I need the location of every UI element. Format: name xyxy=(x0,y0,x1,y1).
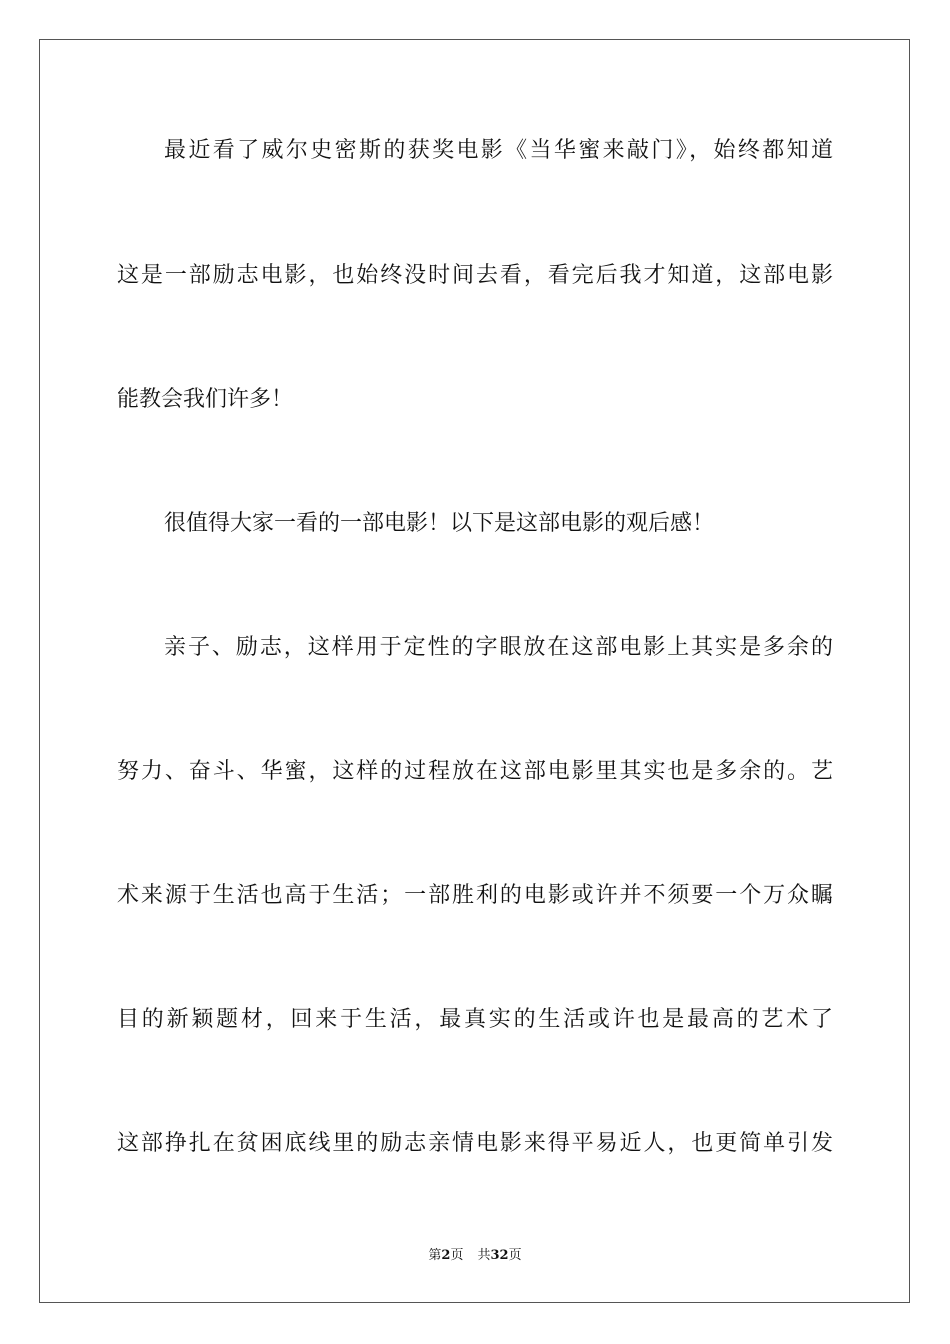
page-total-suffix: 页 xyxy=(508,1248,522,1263)
page-total: 32 xyxy=(490,1248,509,1263)
page-number-prefix: 第 xyxy=(428,1248,442,1263)
paragraph-3-line-5: 这部挣扎在贫困底线里的励志亲情电影来得平易近人，也更简单引发 xyxy=(117,1131,833,1156)
paragraph-1-line-2: 这是一部励志电影，也始终没时间去看，看完后我才知道，这部电影 xyxy=(117,263,833,288)
page-number-suffix: 页 xyxy=(450,1248,464,1263)
page-number-current: 2 xyxy=(441,1248,451,1263)
paragraph-1-line-3: 能教会我们许多！ xyxy=(117,387,294,412)
paragraph-3-line-1: 亲子、励志，这样用于定性的字眼放在这部电影上其实是多余的 xyxy=(164,635,833,660)
paragraph-1-line-1: 最近看了威尔史密斯的获奖电影《当华蜜来敲门》，始终都知道 xyxy=(164,138,833,163)
page-border xyxy=(39,39,910,1303)
page-total-prefix: 共 xyxy=(477,1248,491,1263)
paragraph-2-line-1: 很值得大家一看的一部电影！以下是这部电影的观后感！ xyxy=(164,511,715,536)
paragraph-3-line-4: 目的新颖题材，回来于生活，最真实的生活或许也是最高的艺术了 xyxy=(117,1007,833,1032)
paragraph-3-line-2: 努力、奋斗、华蜜，这样的过程放在这部电影里其实也是多余的。艺 xyxy=(117,759,833,784)
page-footer xyxy=(0,1247,950,1265)
paragraph-3-line-3: 术来源于生活也高于生活；一部胜利的电影或许并不须要一个万众瞩 xyxy=(117,883,833,908)
